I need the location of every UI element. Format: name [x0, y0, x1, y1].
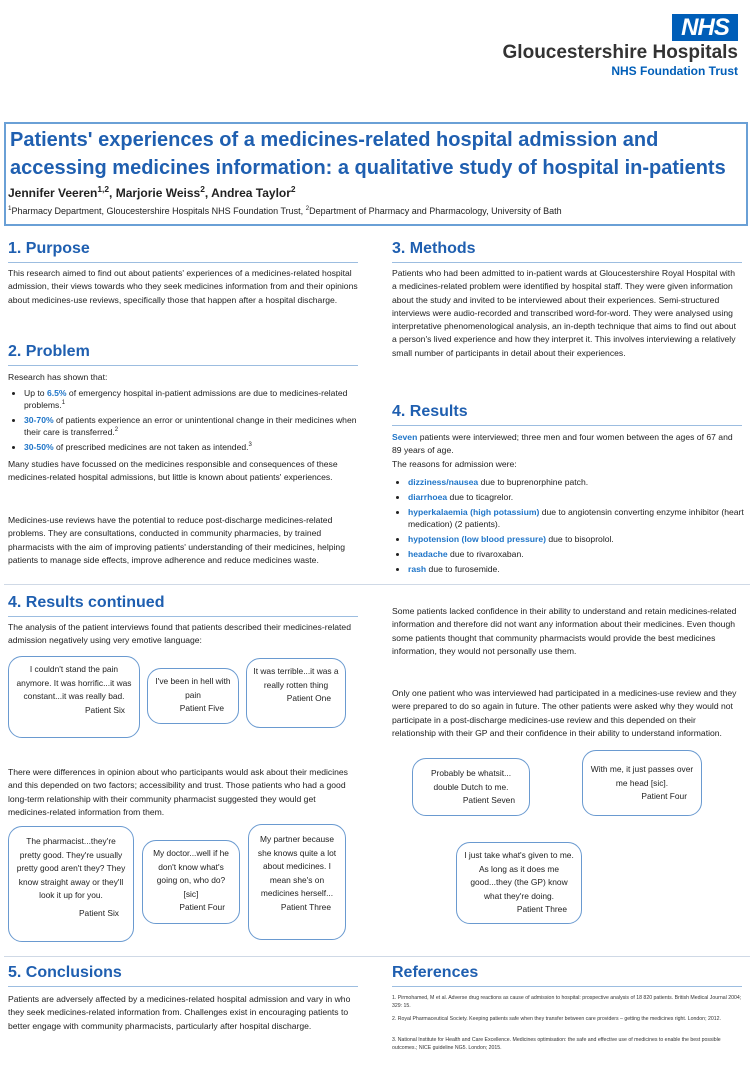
quote-bubble: [8, 826, 134, 942]
bullet-pre: Up to: [24, 388, 47, 398]
affil-1: Pharmacy Department, Gloucestershire Hospitals NHS Foundation Trust,: [11, 206, 306, 216]
quote-text: I just take what's given to me. As long as it does me good...they (the GP) know what they're doing.: [464, 850, 574, 901]
quote-bubble: [248, 824, 346, 940]
methods-heading: 3. Methods: [392, 240, 476, 257]
quote-text: My partner because she knows quite a lot about medicines. I mean she's on medicines herself...: [257, 834, 337, 898]
author-3-sup: 2: [290, 184, 296, 194]
references-heading: References: [392, 964, 479, 981]
conclusions-text: Patients are adversely affected by a medicines-related hospital admission and vary in who they seek medicines-related information from. Challenges exist in encouraging patients to better engage with community pharmacists, particularly after hospital discharge.: [8, 994, 351, 1031]
reason-highlight: headache: [408, 549, 448, 559]
results-continued-para-2: There were differences in opinion about who participants would ask about their medicines and this depended on two factors; accessibility and trust. Those patients who had a good long-term relationship with their community pharmacist suggested they would get medicines-related information from them.: [8, 767, 348, 817]
author-1: Jennifer Veeren: [8, 186, 98, 200]
author-1-sup: 1,2: [97, 184, 110, 194]
affil-1-sup: 1: [8, 205, 12, 212]
conclusions-heading: 5. Conclusions: [8, 964, 122, 981]
quote-text: I couldn't stand the pain anymore. It was horrific...it was constant...it was really bad.: [16, 664, 132, 701]
quote-text: With me, it just passes over me head [sic].: [590, 764, 694, 788]
reason-text: due to rivaroxaban.: [447, 549, 524, 559]
ref-sup: 1: [61, 400, 66, 407]
reference-item: 3. National Institute for Health and Care Excellence. Medicines optimisation: the safe and effective use of medicines to enable the best possible outcomes.; NICE guideline NG5. London; 2015.: [392, 1037, 721, 1051]
quote-text: My doctor...well if he don't know what's going on, who do? [sic]: [153, 848, 229, 899]
title-line-1: Patients' experiences of a medicines-related hospital admission and: [10, 129, 659, 151]
conclusions-rule: [8, 986, 358, 987]
results-intro-text: patients were interviewed; three men and four women between the ages of 67 and 89 years of age.: [392, 432, 733, 456]
quote-attribution: Patient Four: [179, 902, 225, 912]
authors: Jennifer Veeren$^{1,2}$, Marjorie Weiss$^2$, Andrea Taylor$^2$: [8, 184, 296, 200]
quote-bubble: [456, 842, 582, 924]
methods-text: Patients who had been admitted to in-patient wards at Gloucestershire Royal Hospital with a medicines-related problem were identified by hospital staff. They were given information about the study and invited to be interviewed about their experiences. Semi-structured interviews were audio-recorded and transcribed word-for-word. They were analysed using interpretative phenomenological analysis, an in-depth technique that aims to find out about a person's lived experience and how they interpret it. This involves interviewing a relatively small number of participants in detail about their experiences.: [392, 268, 736, 358]
results-rule: [392, 425, 742, 426]
org-trust: NHS Foundation Trust: [611, 64, 738, 78]
reasons-label: The reasons for admission were:: [392, 459, 517, 469]
reason-highlight: dizziness/nausea: [408, 477, 479, 487]
list-item: [24, 441, 362, 453]
bullet-text: of prescribed medicines are not taken as intended.: [53, 442, 249, 452]
org-name: Gloucestershire Hospitals: [502, 42, 738, 63]
quote-attribution: Patient Three: [280, 901, 331, 912]
list-item: [408, 506, 746, 530]
quote-attribution: Patient Six: [84, 704, 125, 715]
purpose-heading: 1. Purpose: [8, 240, 90, 257]
title-line-2: accessing medicines information: a qualitative study of hospital in-patients: [10, 157, 726, 179]
reason-text: due to buprenorphine patch.: [478, 477, 589, 487]
nhs-logo: [672, 14, 738, 41]
quote-text: I've been in hell with pain: [155, 676, 231, 700]
purpose-text: This research aimed to find out about patients' experiences of a medicines-related hospital admission, their views towards who they seek medicines information from and their opinions about medicines-use reviews, specifically those that happen after a hospital discharge.: [8, 268, 358, 305]
stat-highlight: 30-50%: [24, 442, 54, 452]
quote-text: It was terrible...it was a really rotten thing: [253, 666, 339, 690]
author-3: Andrea Taylor: [211, 186, 291, 200]
affil-2-sup: 2: [305, 205, 310, 212]
purpose-rule: [8, 262, 358, 263]
quote-bubble: [8, 656, 140, 738]
quote-attribution: Patient One: [286, 693, 331, 703]
quote-attribution: Patient Four: [641, 791, 687, 801]
affil-2: Department of Pharmacy and Pharmacology, University of Bath: [309, 206, 562, 216]
quote-bubble: [246, 658, 346, 728]
references-rule: [392, 986, 742, 987]
stat-highlight: 6.5%: [46, 388, 67, 398]
methods-rule: [392, 262, 742, 263]
reason-highlight: diarrhoea: [408, 492, 448, 502]
problem-para-1: Many studies have focussed on the medicines responsible and consequences of these medicines-related hospital admissions, but little is known about patients' experiences.: [8, 459, 338, 483]
author-2: Marjorie Weiss: [115, 186, 201, 200]
section-divider: [4, 584, 750, 585]
quote-bubble: [142, 840, 240, 924]
results-continued-rule: [8, 616, 358, 617]
bullet-text: of patients experience an error or unintentional change in their medicines when their care is transferred.: [24, 415, 357, 437]
reason-highlight: hyperkalaemia (high potassium): [408, 507, 540, 517]
list-item: [408, 563, 746, 575]
results-continued-para-4: Only one patient who was interviewed had participated in a medicines-use review and they were prepared to do so again in future. The other patients were asked why they would not participate in a post-discharge medicines-use review and this depended on their relationship with their GP and their confidence in their ability to understand information.: [392, 688, 737, 738]
reason-text: due to furosemide.: [426, 564, 500, 574]
quote-bubble: [582, 750, 702, 816]
quote-text: The pharmacist...they're pretty good. They're usually pretty good aren't they? They know straight away or they'll look it up for you.: [16, 836, 126, 900]
reason-highlight: hypotension (low blood pressure): [408, 534, 546, 544]
logo-text: NHS: [681, 14, 729, 41]
stat-highlight: 30-70%: [24, 415, 54, 425]
poster-title: [10, 126, 746, 182]
quote-text: Probably be whatsit... double Dutch to me.: [430, 768, 512, 792]
results-intro: [392, 431, 742, 458]
problem-rule: [8, 365, 358, 366]
quote-attribution: Patient Three: [516, 904, 567, 914]
results-continued-heading: 4. Results continued: [8, 594, 165, 611]
reference-item: 2. Royal Pharmaceutical Society. Keeping patients safe when they transfer between care providers – getting the medicines right. London; 2012.: [392, 1016, 721, 1022]
bullet-text: of emergency hospital in-patient admissions are due to medicines-related problems.: [24, 388, 348, 410]
quote-attribution: Patient Seven: [462, 795, 515, 805]
results-heading: 4. Results: [392, 403, 468, 420]
reference-item: 1. Pirmohamed, M et al. Adverse drug reactions as cause of admission to hospital: prospective analysis of 18 820 patients. British Medical Journal 2004; 329: 15.: [392, 995, 742, 1009]
results-continued-para-3: Some patients lacked confidence in their ability to understand and retain medicines-related information and therefore did not want any information about their medicines. Even though some patients thought that community pharmacists would provide the best medicines information, they would not personally use them.: [392, 606, 737, 656]
ref-sup: 3: [248, 442, 252, 449]
reason-text: due to angiotensin converting enzyme inhibitor (heart medication) (2 patients).: [408, 507, 744, 529]
results-continued-para-1: The analysis of the patient interviews found that patients described their medicines-related admission negatively using very emotive language:: [8, 622, 351, 646]
quote-bubble: [412, 758, 530, 816]
reason-text: due to ticagrelor.: [447, 492, 514, 502]
list-item: [24, 387, 362, 411]
reasons-list: [394, 476, 746, 578]
list-item: [408, 533, 746, 545]
quote-attribution: Patient Six: [78, 907, 119, 918]
list-item: [408, 548, 746, 560]
list-item: [408, 491, 746, 503]
problem-intro: Research has shown that:: [8, 372, 108, 382]
affiliations: [8, 206, 562, 216]
quote-attribution: Patient Five: [179, 703, 224, 713]
section-divider: [4, 956, 750, 957]
problem-para-2: Medicines-use reviews have the potential to reduce post-discharge medicines-related problems. They are consultations, conducted in community pharmacies, by trained pharmacists with the aim of improving patients' understanding of their medicines, helping patients to manage side effects, improve adherence and reduce medicines waste.: [8, 515, 345, 565]
author-2-sup: 2: [200, 184, 205, 194]
ref-sup: 2: [114, 427, 119, 434]
reason-text: due to bisoprolol.: [545, 534, 614, 544]
reason-highlight: rash: [408, 564, 427, 574]
list-item: [408, 476, 746, 488]
count-highlight: Seven: [392, 432, 418, 442]
quote-bubble: [147, 668, 239, 724]
problem-list: [10, 387, 362, 456]
list-item: [24, 414, 362, 438]
problem-heading: 2. Problem: [8, 343, 90, 360]
